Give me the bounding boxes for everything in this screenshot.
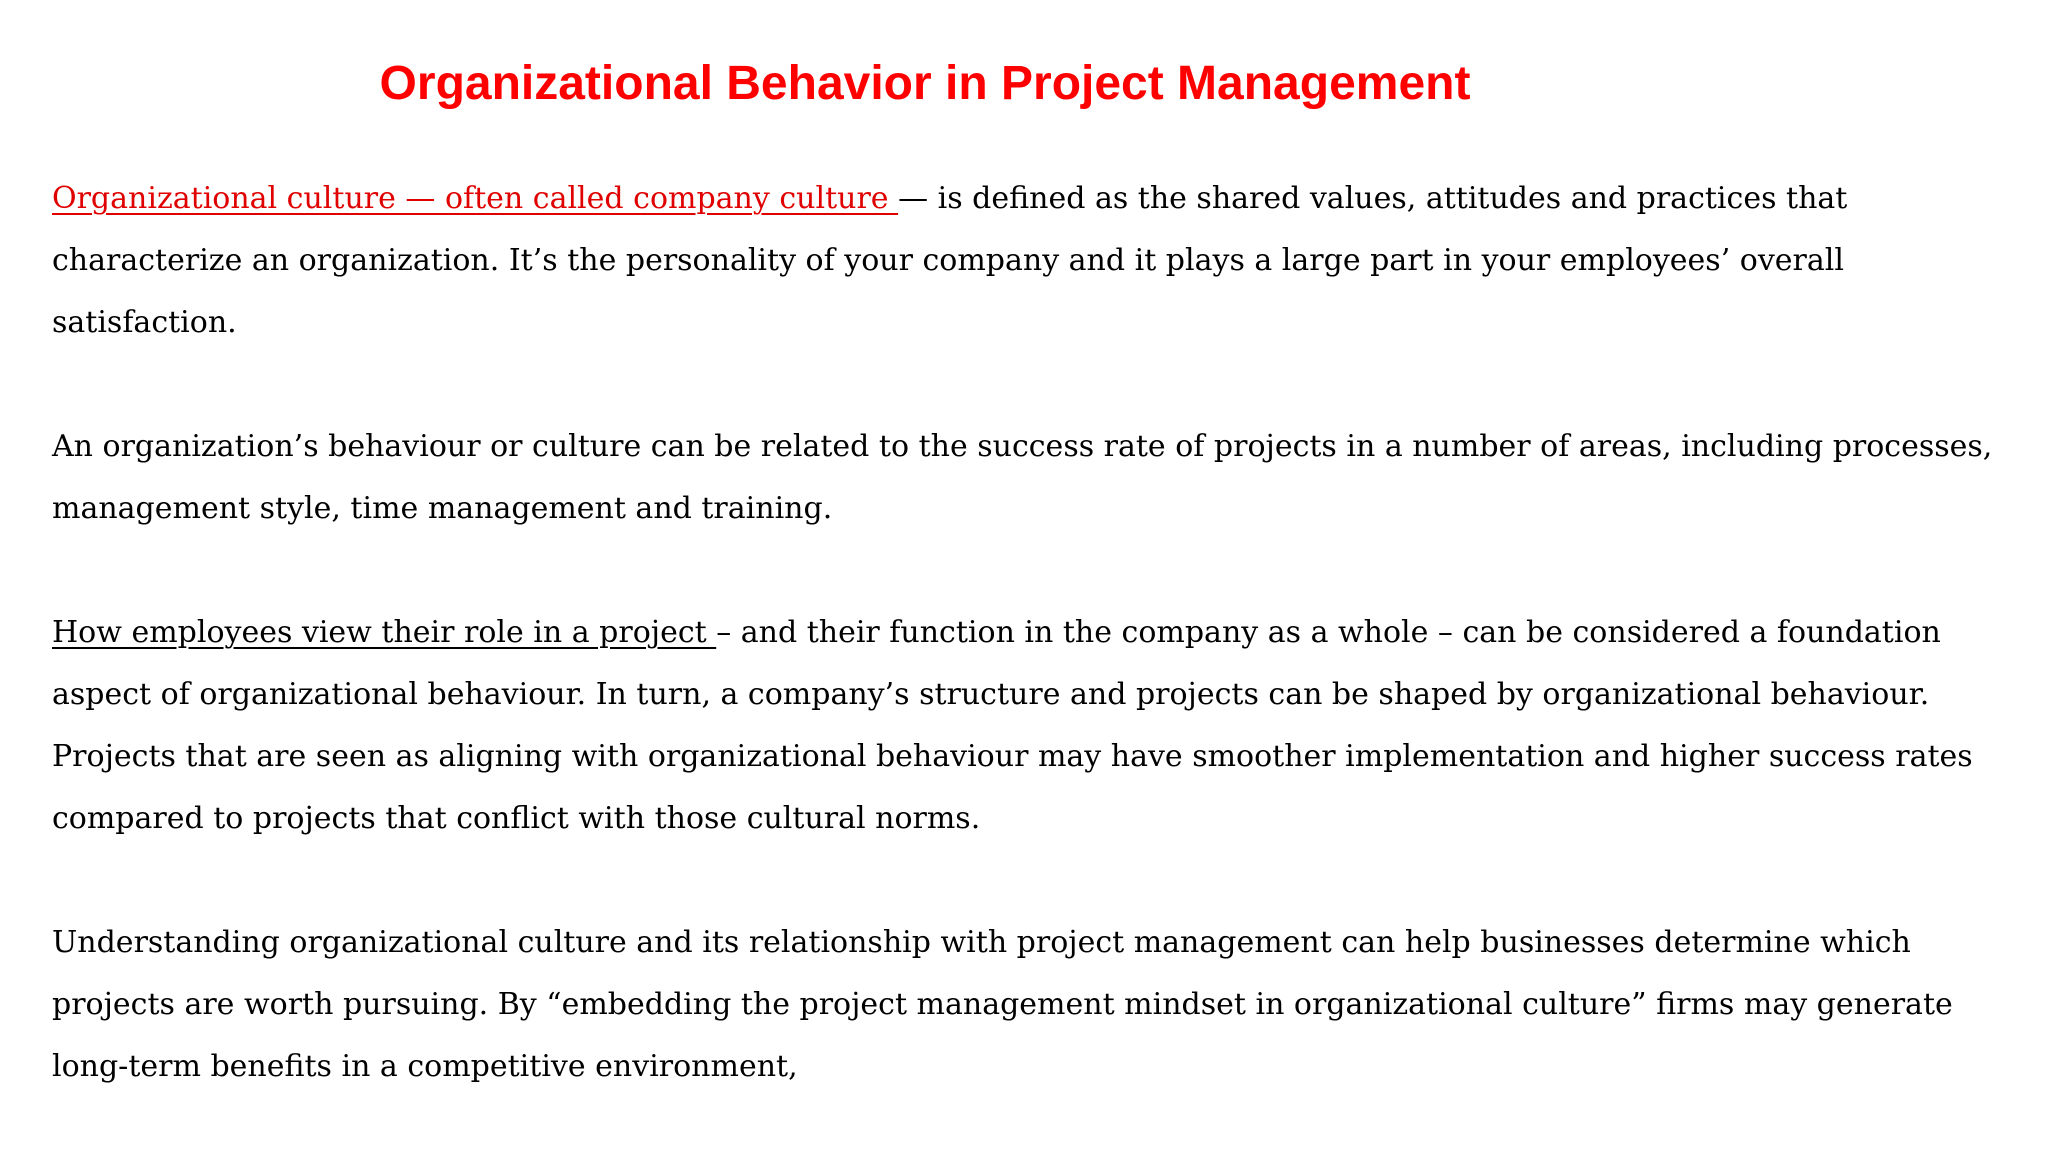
paragraph-employee-role xyxy=(52,602,2012,850)
slide-body xyxy=(52,168,2012,1160)
paragraph-understanding-culture xyxy=(52,912,2012,1098)
organizational-culture-link[interactable]: Organizational culture — often called company culture xyxy=(52,181,899,216)
paragraph-text: Understanding organizational culture and its relationship with project management can help businesses determine which projects are worth pursuing. By “embedding the project management mindset in organizational culture” firms may generate long-term benefits in a competitive environment, xyxy=(52,925,1953,1084)
paragraph-text: — is defined as the shared values, attitudes and practices that characterize an organization. It’s the personality of your company and it plays a large part in your employees’ overall satisfaction. xyxy=(52,181,1848,340)
slide-title: Organizational Behavior in Project Management xyxy=(379,57,1471,110)
paragraph-text: – and their function in the company as a whole – can be considered a foundation aspect of organizational behaviour. In turn, a company’s structure and projects can be shaped by organizational behaviour. Projects that are seen as aligning with organizational behaviour may have smoother implementation and higher success rates compared to projects that conflict with those cultural norms. xyxy=(52,615,1973,836)
employee-role-link[interactable]: How employees view their role in a project xyxy=(52,615,717,650)
paragraph-success-rate xyxy=(52,416,2012,540)
paragraph-culture-definition xyxy=(52,168,2012,354)
paragraph-text: An organization’s behaviour or culture can be related to the success rate of projects in a number of areas, including processes, management style, time management and training. xyxy=(52,429,1993,526)
